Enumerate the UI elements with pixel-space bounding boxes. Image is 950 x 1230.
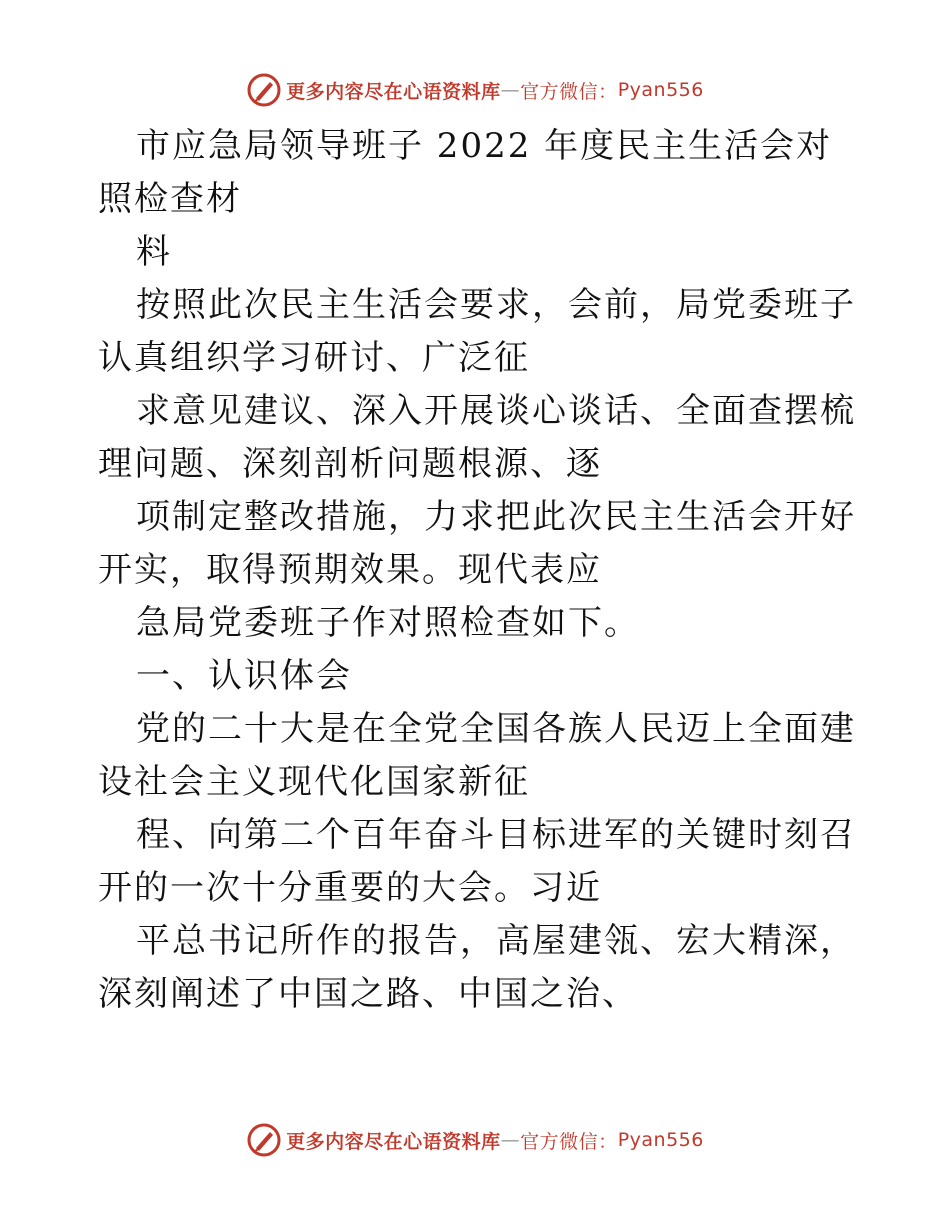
banner-account-id: Pyan556 (617, 1129, 704, 1151)
pen-seal-logo-icon (246, 1122, 282, 1158)
paragraph-body: 党的二十大是在全党全国各族人民迈上全面建设社会主义现代化国家新征 (98, 709, 856, 802)
paragraph-intro-cont-3: 急局党委班子作对照检查如下。 (136, 603, 640, 643)
paragraph-intro-cont-1: 求意见建议、深入开展谈心谈话、全面查摆梳理问题、深刻剖析问题根源、逐 (98, 391, 856, 484)
pen-seal-logo-icon (246, 72, 282, 108)
banner-separator: — (500, 79, 521, 101)
paragraph-intro: 按照此次民主生活会要求，会前，局党委班子认真组织学习研讨、广泛征 (98, 285, 856, 378)
banner-main-text: 更多内容尽在心语资料库 (286, 80, 501, 103)
footer-watermark-banner (0, 1120, 950, 1160)
paragraph-body-cont-1: 程、向第二个百年奋斗目标进军的关键时刻召开的一次十分重要的大会。习近 (98, 815, 856, 908)
banner-separator: — (500, 1129, 521, 1151)
document-body (98, 120, 858, 1021)
section-heading: 一、认识体会 (136, 656, 352, 696)
paragraph-intro-cont-2: 项制定整改措施，力求把此次民主生活会开好开实，取得预期效果。现代表应 (98, 497, 856, 590)
banner-sub-text: 官方微信： (520, 1130, 618, 1153)
banner-sub-text: 官方微信： (520, 80, 618, 103)
document-title-continuation: 料 (136, 232, 172, 272)
header-watermark-banner (0, 70, 950, 110)
banner-main-text: 更多内容尽在心语资料库 (286, 1130, 501, 1153)
banner-account-id: Pyan556 (617, 79, 704, 101)
paragraph-body-cont-2: 平总书记所作的报告，高屋建瓴、宏大精深，深刻阐述了中国之路、中国之治、 (98, 921, 856, 1014)
document-title-line: 市应急局领导班子 2022 年度民主生活会对照检查材 (98, 126, 833, 219)
